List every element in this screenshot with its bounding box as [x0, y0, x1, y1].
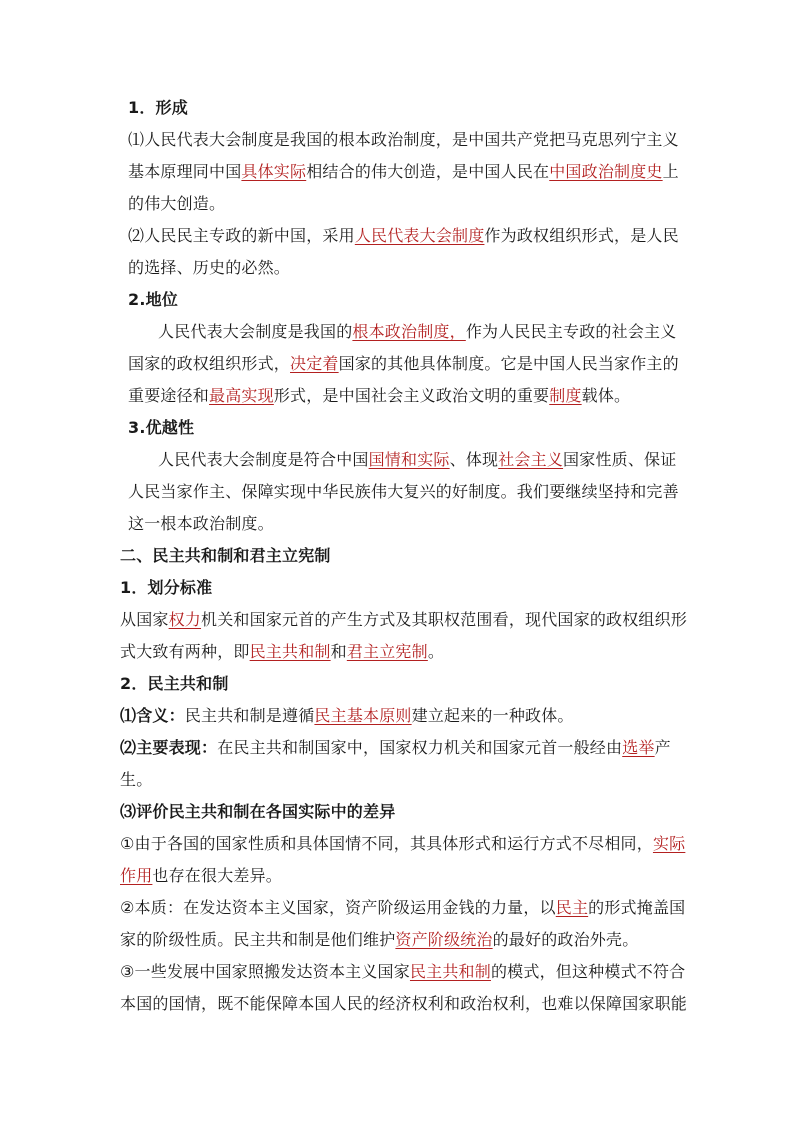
text-segment: 民主共和制是遵循 — [184, 706, 315, 725]
text-line — [120, 252, 680, 284]
text-segment: 1．划分标准 — [120, 578, 213, 597]
highlighted-term: 中国政治制度史 — [549, 162, 663, 181]
text-segment: 上 — [662, 162, 679, 181]
text-segment: 。 — [427, 642, 445, 661]
text-segment: 国家性质、保证 — [563, 450, 677, 469]
text-segment: 和 — [330, 642, 347, 661]
section-heading — [120, 284, 680, 316]
highlighted-term: 制度 — [549, 386, 582, 405]
text-segment: 国家的其他具体制度。它是中国人民当家作主的 — [338, 354, 679, 373]
highlighted-term: 人民代表大会制度 — [354, 226, 485, 245]
text-segment: 从国家 — [120, 610, 169, 629]
highlighted-term: 最高实现 — [209, 386, 274, 405]
text-segment: 、体现 — [449, 450, 499, 469]
text-line — [120, 188, 680, 220]
text-line — [120, 892, 686, 924]
text-segment: 产 — [654, 738, 671, 757]
highlighted-term: 民主基本原则 — [314, 706, 412, 725]
text-line — [120, 732, 680, 764]
text-segment: 基本原理同中国 — [128, 162, 242, 181]
text-line — [120, 924, 680, 956]
section-heading — [120, 572, 680, 604]
text-segment: ⑴含义： — [120, 706, 185, 725]
highlighted-term: 国情和实际 — [368, 450, 450, 469]
text-segment: ⑶评价民主共和制在各国实际中的差异 — [120, 802, 396, 821]
text-segment: 相结合的伟大创造，是中国人民在 — [306, 162, 550, 181]
text-line — [120, 956, 686, 988]
text-segment: ⑵人民民主专政的新中国，采用 — [128, 226, 355, 245]
section-heading — [120, 92, 680, 124]
text-line — [120, 124, 680, 156]
text-segment: 本国的国情，既不能保障本国人民的经济权利和政治权利，也难以保障国家职能 — [120, 994, 688, 1013]
text-segment: ①由于各国的国家性质和具体国情不同，其具体形式和运行方式不尽相同， — [120, 834, 653, 853]
text-segment: 1．形成 — [128, 98, 188, 117]
text-line — [120, 828, 686, 860]
text-line — [120, 860, 680, 892]
text-line — [120, 764, 680, 796]
highlighted-term: 根本政治制度， — [352, 322, 466, 341]
highlighted-term: 民主 — [555, 898, 589, 917]
text-segment: ②本质：在发达资本主义国家，资产阶级运用金钱的力量，以 — [120, 898, 556, 917]
text-line — [120, 636, 680, 668]
text-segment: ⑴人民代表大会制度是我国的根本政治制度，是中国共产党把马克思列宁主义 — [128, 130, 679, 149]
text-line — [120, 988, 688, 1020]
text-segment: 的形式掩盖国 — [588, 898, 686, 917]
text-line — [120, 348, 680, 380]
text-line — [120, 700, 680, 732]
text-line — [120, 476, 680, 508]
text-line — [120, 508, 680, 540]
text-segment: 载体。 — [581, 386, 631, 405]
text-segment: 建立起来的一种政体。 — [411, 706, 574, 725]
highlighted-term: 民主共和制 — [249, 642, 331, 661]
text-segment: ⑵主要表现： — [120, 738, 218, 757]
text-segment: 人民当家作主、保障实现中华民族伟大复兴的好制度。我们要继续坚持和完善 — [128, 482, 679, 501]
text-segment: ③一些发展中国家照搬发达资本主义国家 — [120, 962, 410, 981]
text-segment: 的伟大创造。 — [128, 194, 226, 213]
highlighted-term: 民主共和制 — [409, 962, 491, 981]
text-segment: 人民代表大会制度是我国的 — [158, 322, 353, 341]
highlighted-term: 权力 — [168, 610, 202, 629]
section-heading — [120, 540, 680, 572]
text-segment: 也存在很大差异。 — [152, 866, 283, 885]
text-segment: 人民代表大会制度是符合中国 — [158, 450, 369, 469]
highlighted-term: 决定着 — [290, 354, 339, 373]
highlighted-term: 社会主义 — [498, 450, 564, 469]
text-line — [120, 156, 680, 188]
text-segment: 这一根本政治制度。 — [128, 514, 274, 533]
text-segment: 家的阶级性质。民主共和制是他们维护 — [120, 930, 396, 949]
text-segment: 2．民主共和制 — [120, 674, 229, 693]
text-segment: 生。 — [120, 770, 153, 789]
section-heading — [120, 412, 680, 444]
text-segment: 的最好的政治外壳。 — [492, 930, 639, 949]
section-heading — [120, 796, 680, 828]
highlighted-term: 资产阶级统治 — [395, 930, 493, 949]
text-segment: 2.地位 — [128, 290, 179, 309]
text-segment: 的选择、历史的必然。 — [128, 258, 291, 277]
highlighted-term: 具体实际 — [241, 162, 307, 181]
section-heading — [120, 668, 680, 700]
text-line — [120, 380, 680, 412]
text-segment: 式大致有两种，即 — [120, 642, 250, 661]
text-line — [120, 316, 680, 348]
text-segment: 国家的政权组织形式， — [128, 354, 291, 373]
highlighted-term: 选举 — [622, 738, 655, 757]
text-segment: 形式，是中国社会主义政治文明的重要 — [273, 386, 550, 405]
highlighted-term: 作用 — [120, 866, 153, 885]
text-line — [120, 220, 680, 252]
document-body — [120, 92, 688, 1020]
highlighted-term: 实际 — [652, 834, 686, 853]
text-segment: 二、民主共和制和君主立宪制 — [120, 546, 331, 565]
text-segment: 重要途径和 — [128, 386, 210, 405]
text-segment: 机关和国家元首的产生方式及其职权范围看，现代国家的政权组织形 — [201, 610, 688, 629]
text-line — [120, 444, 680, 476]
text-segment: 的模式，但这种模式不符合 — [490, 962, 686, 981]
text-segment: 作为人民民主专政的社会主义 — [465, 322, 677, 341]
text-segment: 作为政权组织形式，是人民 — [484, 226, 679, 245]
highlighted-term: 君主立宪制 — [346, 642, 428, 661]
text-segment: 在民主共和制国家中，国家权力机关和国家元首一般经由 — [217, 738, 623, 757]
text-line — [120, 604, 688, 636]
text-segment: 3.优越性 — [128, 418, 195, 437]
